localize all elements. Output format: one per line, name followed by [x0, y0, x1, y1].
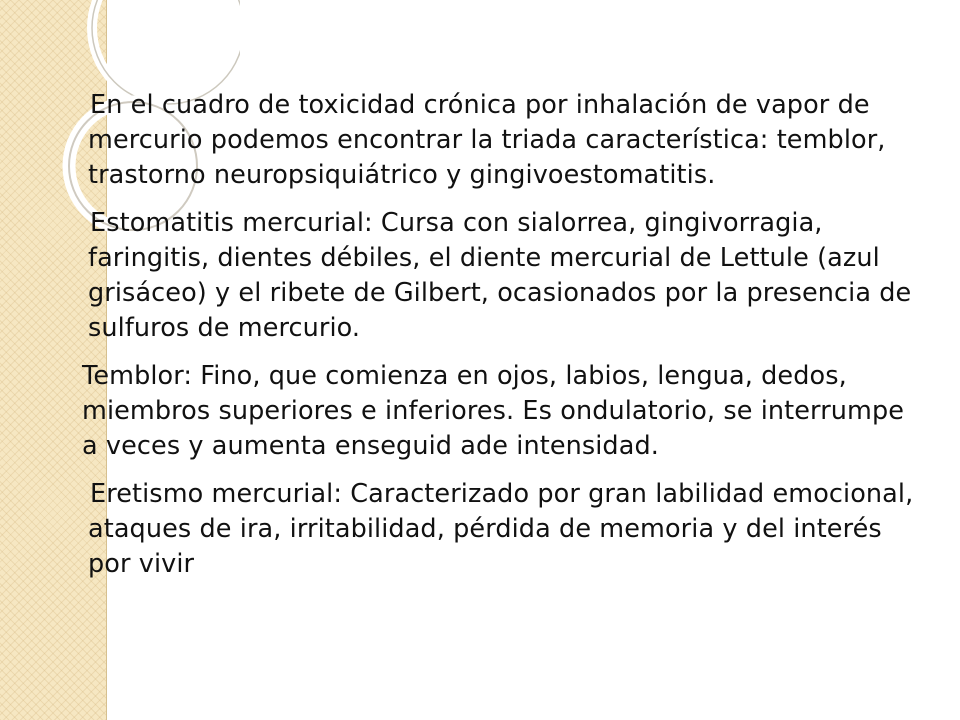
paragraph-eretismo: Eretismo mercurial: Caracterizado por gran labilidad emocional, ataques de ira, irritabilidad, pérdida de memoria y del interés por vivir [88, 479, 914, 579]
paragraph-estomatitis: Estomatitis mercurial: Cursa con sialorrea, gingivorragia, faringitis, dientes débiles, el diente mercurial de Lettule (azul grisáceo) y el ribete de Gilbert, ocasionados por la presencia de sulfuros de mercurio. [88, 208, 912, 343]
paragraph-toxicidad: En el cuadro de toxicidad crónica por inhalación de vapor de mercurio podemos encontrar la triada característica: temblor, trastorno neuropsiquiátrico y gingivoestomatitis. [88, 90, 886, 190]
paragraph-temblor: Temblor: Fino, que comienza en ojos, labios, lengua, dedos, miembros superiores e inferiores. Es ondulatorio, se interrumpe a veces y aumenta enseguid ade intensidad. [82, 361, 905, 461]
slide-body [80, 88, 920, 595]
